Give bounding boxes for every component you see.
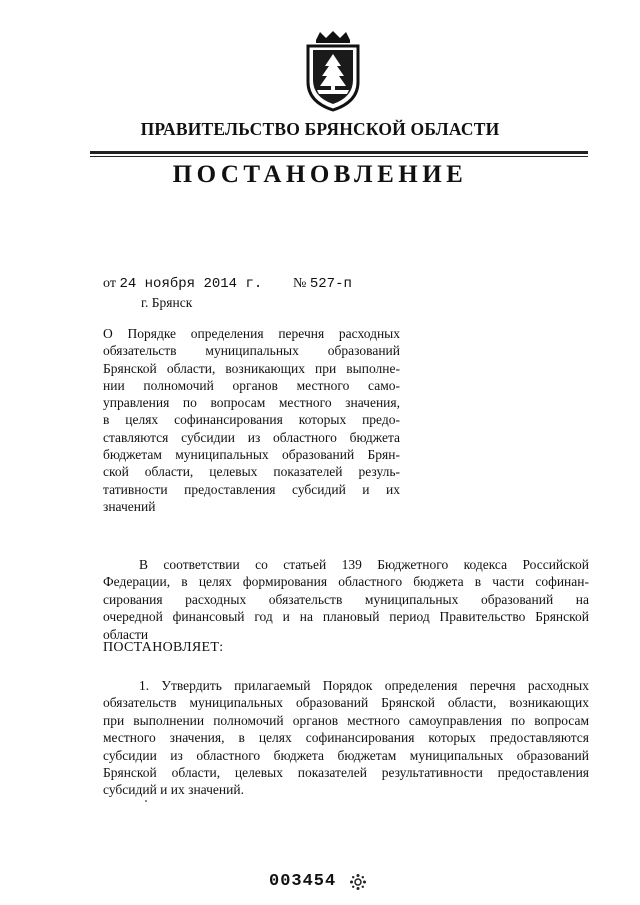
date-line: [103, 276, 262, 292]
item-line: Брянской области, целевых показателей результативности предоставления: [103, 765, 589, 781]
ornament-icon: [349, 873, 367, 891]
subject-line: бюджетам муниципальных образований Брян-: [103, 447, 400, 463]
item-line: 1. Утвердить прилагаемый Порядок определения перечня расходных: [139, 678, 589, 693]
serial-number: 003454: [269, 872, 337, 891]
item-line: местного значения, в целях софинансирования которых предоставляются: [103, 730, 589, 746]
stray-mark: [145, 800, 147, 802]
date-prefix: от: [103, 276, 116, 291]
subject-line: Брянской области, возникающих при выполне-: [103, 360, 400, 376]
preamble-line: очередной финансовый год и на плановый период Правительство Брянской: [103, 609, 589, 625]
subject-line: О Порядке определения перечня расходных: [103, 326, 400, 341]
header-rule-thick: [90, 151, 588, 154]
item-line: обязательств муниципальных образований Брянской области, возникающих: [103, 695, 589, 711]
document-type-title: ПОСТАНОВЛЕНИЕ: [172, 161, 468, 188]
date-value: 24 ноября 2014 г.: [119, 276, 263, 292]
preamble-paragraph: [103, 556, 589, 643]
subject-line: управления по вопросам местного значения,: [103, 395, 400, 411]
preamble-line: области: [103, 626, 149, 642]
preamble-line: Федерации, в целях формирования областного бюджета в части софинан-: [103, 574, 589, 590]
preamble-line: В соответствии со статьей 139 Бюджетного кодекса Российской: [139, 557, 589, 572]
item-line: субсидий и их значений.: [103, 782, 244, 798]
subject-block: [103, 325, 400, 515]
number-value: 527-п: [309, 276, 352, 292]
item-1-paragraph: [103, 677, 589, 799]
subject-line: ставляются субсидии из областного бюджета: [103, 429, 400, 445]
subject-line: нии полномочий органов местного само-: [103, 377, 400, 393]
subject-line: обязательств муниципальных образований: [103, 343, 400, 359]
number-line: [293, 276, 352, 292]
government-title: ПРАВИТЕЛЬСТВО БРЯНСКОЙ ОБЛАСТИ: [140, 119, 500, 139]
header-rule-thin: [90, 156, 588, 157]
subject-line: ской области, целевых показателей резуль-: [103, 464, 400, 480]
decree-word: ПОСТАНОВЛЯЕТ:: [103, 640, 224, 655]
item-line: субсидии из областного бюджета бюджетам муниципальных образований: [103, 747, 589, 763]
city-label: г. Брянск: [141, 295, 193, 310]
coat-of-arms-icon: [302, 30, 364, 112]
preamble-line: сирования расходных обязательств муниципальных образований на: [103, 591, 589, 607]
subject-line: в целях софинансирования которых предо-: [103, 412, 400, 428]
subject-line: значений: [103, 498, 156, 514]
number-prefix: №: [293, 276, 307, 291]
item-line: при выполнении полномочий органов местного самоуправления по вопросам: [103, 712, 589, 728]
subject-line: тативности предоставления субсидий и их: [103, 481, 400, 497]
